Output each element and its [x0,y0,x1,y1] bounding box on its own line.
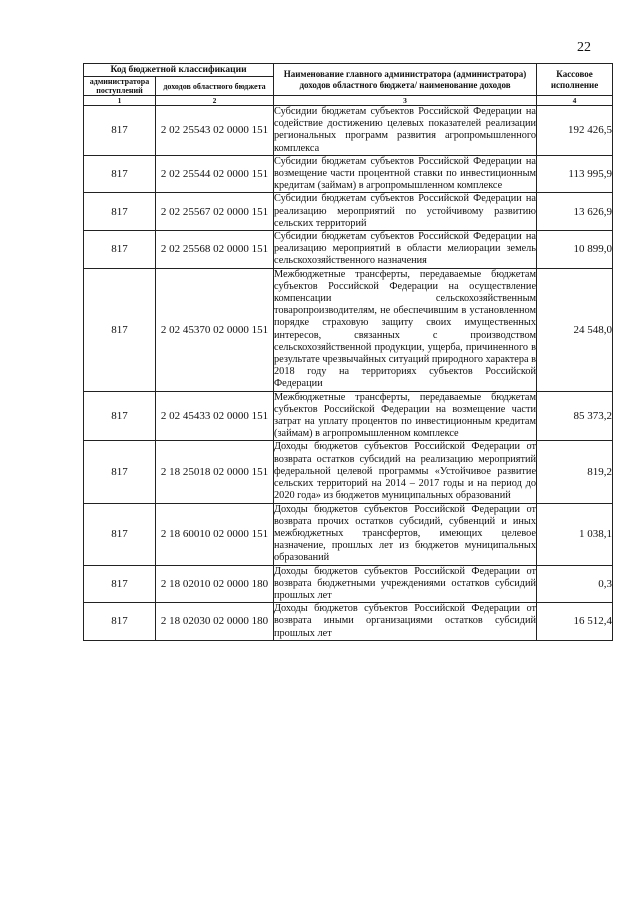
income-code: 2 18 25018 02 0000 151 [156,441,274,503]
income-code: 2 02 45433 02 0000 151 [156,391,274,441]
table-row [84,503,613,565]
cash-amount: 85 373,2 [537,391,613,441]
cash-amount: 192 426,5 [537,106,613,156]
cash-amount: 0,3 [537,565,613,603]
admin-code: 817 [84,503,156,565]
admin-code: 817 [84,155,156,193]
cash-amount: 10 899,0 [537,231,613,269]
admin-code: 817 [84,603,156,641]
income-description: Доходы бюджетов субъектов Российской Федерации от возврата прочих остатков субсидий, субвенций и иных межбюджетных трансфертов, имеющих целевое назначение, прошлых лет из бюджетов муниципальных образований [274,503,537,564]
income-description: Субсидии бюджетам субъектов Российской Федерации на реализацию мероприятий в области мелиорации земель сельскохозяйственного назначения [274,231,537,267]
admin-code: 817 [84,565,156,603]
income-code: 2 02 25568 02 0000 151 [156,231,274,269]
cash-amount: 24 548,0 [537,268,613,391]
table-row [84,441,613,503]
income-code: 2 02 45370 02 0000 151 [156,268,274,391]
admin-code: 817 [84,268,156,391]
table-row [84,565,613,603]
admin-code: 817 [84,391,156,441]
budget-table [83,63,613,641]
admin-code: 817 [84,441,156,503]
admin-code: 817 [84,231,156,269]
column-number: 4 [537,96,613,106]
column-number: 1 [84,96,156,106]
amount-column-header: Кассовое исполнение [537,64,613,96]
table-row [84,391,613,441]
table-row [84,193,613,231]
income-column-header: доходов областного бюджета [156,77,274,96]
income-description: Субсидии бюджетам субъектов Российской Федерации на реализацию мероприятий по устойчивому развитию сельских территорий [274,193,537,229]
cash-amount: 113 995,9 [537,155,613,193]
income-description: Доходы бюджетов субъектов Российской Федерации от возврата бюджетными учреждениями остатков субсидий прошлых лет [274,565,537,601]
admin-code: 817 [84,106,156,156]
income-description: Межбюджетные трансферты, передаваемые бюджетам субъектов Российской Федерации на осуществление компенсации сельскохозяйственным товаропроизводителям, не обеспечившим в установленном порядке страховую защиту своих имущественных интересов, связанных с производством сельскохозяйственной продукции, ущерба, причиненного в результате чрезвычайных ситуаций природного характера в 2018 году на территориях субъектов Российской Федерации [274,268,537,390]
table-row [84,268,613,391]
column-number: 3 [274,96,537,106]
cash-amount: 819,2 [537,441,613,503]
table-row [84,603,613,641]
income-description: Доходы бюджетов субъектов Российской Федерации от возврата остатков субсидий на реализацию мероприятий федеральной целевой программы «Устойчивое развитие сельских территорий на 2014 – 2017 годы и на период до 2020 года» из бюджетов муниципальных образований [274,441,537,502]
admin-code: 817 [84,193,156,231]
admin-column-header: администратора поступлений [84,77,156,96]
income-description: Субсидии бюджетам субъектов Российской Федерации на возмещение части процентной ставки по инвестиционным кредитам (займам) в агропромышленном комплексе [274,155,537,192]
income-code: 2 18 60010 02 0000 151 [156,503,274,565]
income-code: 2 02 25544 02 0000 151 [156,155,274,193]
income-description: Субсидии бюджетам субъектов Российской Федерации на содействие достижению целевых показателей реализации региональных программ развития агропромышленного комплекса [274,106,537,154]
income-code: 2 18 02030 02 0000 180 [156,603,274,641]
name-column-header: Наименование главного администратора (администратора) доходов областного бюджета/ наименование доходов [274,64,537,96]
income-code: 2 02 25567 02 0000 151 [156,193,274,231]
income-code: 2 18 02010 02 0000 180 [156,565,274,603]
column-number: 2 [156,96,274,106]
table-row [84,231,613,269]
page-number: 22 [577,40,591,55]
table-row [84,155,613,193]
income-description: Межбюджетные трансферты, передаваемые бюджетам субъектов Российской Федерации на возмещение части затрат на уплату процентов по инвестиционным кредитам (займам) в агропромышленном комплексе [274,391,537,440]
income-description: Доходы бюджетов субъектов Российской Федерации от возврата иными организациями остатков субсидий прошлых лет [274,603,537,639]
income-code: 2 02 25543 02 0000 151 [156,106,274,156]
classification-code-header: Код бюджетной классификации [84,64,274,77]
cash-amount: 16 512,4 [537,603,613,641]
table-row [84,106,613,156]
cash-amount: 13 626,9 [537,193,613,231]
cash-amount: 1 038,1 [537,503,613,565]
